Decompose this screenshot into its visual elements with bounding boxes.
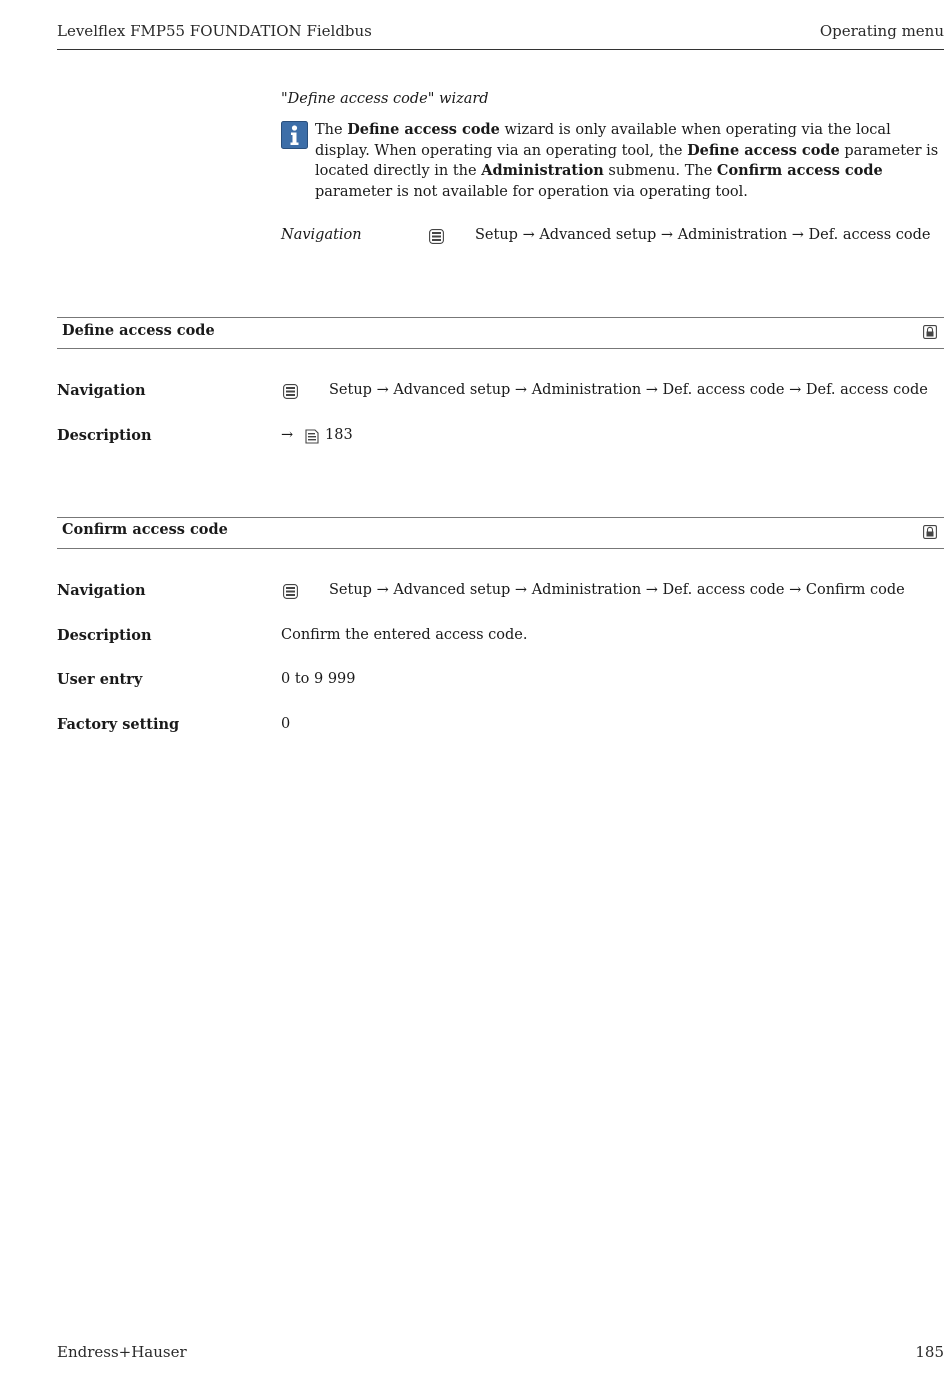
description-label: Description (57, 427, 152, 444)
note-bold: Confirm access code (716, 162, 883, 180)
menu-icon (429, 229, 444, 244)
factory-setting-label: Factory setting (57, 716, 180, 733)
navigation-path: Setup → Advanced setup → Administration → Def. access code → Def. access code (329, 382, 928, 398)
header-section: Operating menu (819, 22, 944, 40)
page-icon (305, 429, 319, 444)
navigation-label: Navigation (57, 382, 146, 399)
wizard-title: "Define access code" wizard (281, 91, 489, 107)
user-entry-label: User entry (57, 671, 143, 688)
lock-icon (923, 324, 937, 338)
note-bold: Administration (481, 162, 604, 180)
note-text: parameter is located directly in the (315, 142, 939, 180)
cross-reference-arrow: → (281, 427, 294, 443)
header-title: Levelflex FMP55 FOUNDATION Fieldbus (57, 22, 372, 40)
note-text: The (315, 122, 348, 138)
page-reference-link[interactable]: 183 (325, 427, 353, 443)
note-bold: Define access code (347, 121, 500, 138)
factory-setting-value: 0 (281, 716, 291, 732)
description-label: Description (57, 627, 152, 644)
footer-page-number: 185 (915, 1343, 944, 1361)
wizard-navigation-label: Navigation (281, 227, 362, 243)
user-entry-value: 0 to 9 999 (281, 671, 356, 687)
menu-icon (283, 384, 298, 399)
description-text: Confirm the entered access code. (281, 627, 528, 643)
note-text: wizard is only available when operating via the local display. When operating via an operating tool, the (315, 122, 891, 159)
info-note (315, 120, 945, 203)
note-bold: Define access code (687, 141, 840, 159)
wizard-navigation-path: Setup → Advanced setup → Administration → Def. access code (475, 227, 931, 243)
note-text: submenu. The (603, 163, 717, 180)
section-title-define-access-code: Define access code (62, 322, 215, 339)
lock-icon (923, 524, 937, 538)
menu-icon (283, 584, 298, 599)
info-icon (281, 121, 308, 149)
header-divider (57, 49, 944, 50)
navigation-label: Navigation (57, 582, 146, 599)
footer-company: Endress+Hauser (57, 1343, 187, 1361)
note-text: parameter is not available for operation via operating tool. (315, 184, 748, 201)
section-title-confirm-access-code: Confirm access code (62, 521, 228, 538)
navigation-path: Setup → Advanced setup → Administration → Def. access code → Confirm code (329, 582, 905, 598)
